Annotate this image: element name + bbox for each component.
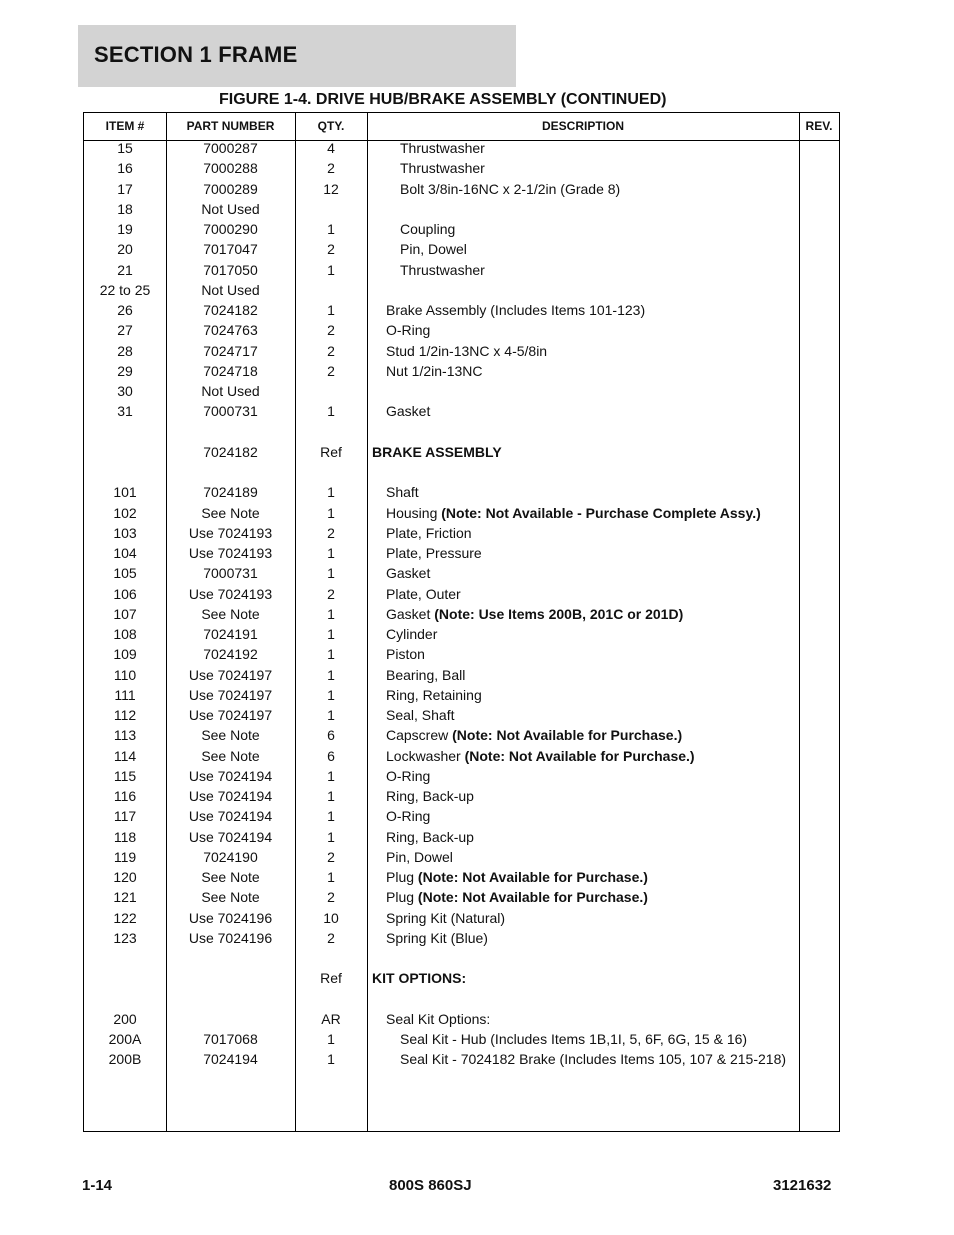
description-text: Housing (386, 504, 442, 521)
description (386, 806, 430, 826)
part-number: Use 7024194 (188, 767, 273, 784)
description-text: Seal Kit - Hub (Includes Items 1B,1I, 5, 6F, 6G, 15 & 16) (400, 1031, 748, 1047)
item-number: 118 (113, 828, 137, 845)
part-number: 7017047 (203, 241, 258, 258)
quantity: 1 (327, 1051, 335, 1068)
quantity: 1 (327, 767, 335, 784)
item-number: 116 (113, 788, 137, 804)
part-number: 7000289 (203, 180, 258, 197)
description-text: Ring, Back-up (386, 788, 474, 804)
item-number: 117 (113, 808, 137, 825)
part-number: See Note (201, 889, 260, 906)
description-note: (Note: Not Available for Purchase.) (452, 727, 683, 744)
item-number: 200 (113, 1010, 137, 1027)
table-row (0, 199, 954, 219)
description (386, 543, 482, 563)
part-number: Use 7024193 (188, 585, 273, 602)
description-note: (Note: Not Available for Purchase.) (417, 889, 648, 906)
description-text: Plate, Friction (386, 524, 472, 541)
description (400, 1029, 747, 1049)
description (400, 1049, 786, 1069)
item-number: 101 (113, 484, 137, 501)
table-row (0, 948, 954, 968)
table-row (0, 746, 954, 766)
description (386, 604, 683, 624)
table-row (0, 989, 954, 1009)
item-number: 30 (117, 383, 133, 399)
table-row (0, 725, 954, 745)
table-row (0, 928, 954, 948)
description-text: Gasket (386, 403, 431, 420)
table-row (0, 503, 954, 523)
table-row (0, 341, 954, 361)
quantity: 1 (327, 808, 335, 825)
description-text: Plug (386, 889, 418, 906)
description (400, 138, 485, 158)
table-row (0, 887, 954, 907)
description-text: Bolt 3/8in-16NC x 2-1/2in (Grade 8) (400, 180, 621, 197)
item-number: 114 (113, 747, 137, 764)
part-number: Use 7024196 (188, 929, 273, 946)
quantity: 1 (327, 686, 335, 703)
table-row (0, 280, 954, 300)
column-header-description: DESCRIPTION (541, 119, 624, 133)
quantity: Ref (320, 970, 342, 987)
part-number: See Note (201, 727, 260, 744)
description (386, 786, 474, 806)
part-number: 7024182 (203, 443, 258, 460)
description-text: Brake Assembly (Includes Items 101-123) (386, 302, 646, 318)
description (386, 685, 482, 705)
description (386, 1009, 490, 1029)
table-row (0, 422, 954, 442)
quantity: 1 (327, 484, 335, 501)
item-number: 112 (113, 707, 137, 723)
table-row (0, 786, 954, 806)
description-note: (Note: Not Available for Purchase.) (464, 747, 695, 764)
table-row (0, 482, 954, 502)
item-number: 27 (117, 322, 133, 339)
table-row (0, 908, 954, 928)
description-text: Ring, Retaining (386, 686, 482, 703)
quantity: 1 (327, 565, 335, 582)
table-row (0, 361, 954, 381)
table-row (0, 381, 954, 401)
item-number: 31 (117, 403, 133, 420)
item-number: 104 (113, 545, 137, 561)
description-text: Capscrew (386, 727, 453, 744)
part-number: 7024717 (203, 342, 258, 359)
quantity: 1 (327, 788, 335, 804)
description-text: Coupling (400, 221, 456, 237)
part-number: Use 7024193 (188, 545, 273, 561)
quantity: Ref (320, 443, 342, 460)
part-number: Not Used (201, 281, 260, 298)
quantity: AR (321, 1010, 341, 1027)
item-number: 110 (113, 666, 137, 683)
part-number: Use 7024194 (188, 808, 273, 825)
table-row (0, 604, 954, 624)
quantity: 1 (327, 646, 335, 663)
description (386, 624, 437, 644)
description (386, 563, 430, 583)
item-number: 106 (113, 585, 137, 602)
description-text: Seal Kit - 7024182 Brake (Includes Items 105, 107 & 215-218) (400, 1051, 787, 1068)
item-number: 107 (113, 605, 137, 622)
quantity: 1 (327, 626, 335, 642)
item-number: 19 (117, 221, 133, 237)
description-note: (Note: Use Items 200B, 201C or 201D) (434, 605, 684, 622)
table-row (0, 543, 954, 563)
part-number: 7024763 (203, 322, 258, 339)
quantity: 2 (327, 889, 335, 906)
table-row (0, 806, 954, 826)
description-text: Pin, Dowel (386, 848, 453, 865)
section-title: SECTION 1 FRAME (94, 42, 298, 67)
description (386, 401, 430, 421)
description (386, 341, 547, 361)
description-text: BRAKE ASSEMBLY (372, 443, 502, 460)
table-row (0, 442, 954, 462)
description (386, 908, 505, 928)
quantity: 2 (327, 524, 335, 541)
column-header-rev: REV. (805, 119, 833, 133)
quantity: 10 (323, 909, 339, 926)
part-number: 7024192 (203, 646, 258, 663)
description (386, 928, 488, 948)
description (400, 219, 455, 239)
quantity: 1 (327, 403, 335, 420)
table-row (0, 300, 954, 320)
table-row (0, 644, 954, 664)
quantity: 1 (327, 869, 335, 885)
part-number: Not Used (201, 200, 260, 217)
table-row (0, 584, 954, 604)
description (400, 239, 467, 259)
description (386, 584, 461, 604)
quantity: 6 (327, 727, 335, 744)
item-number: 113 (113, 727, 137, 744)
quantity: 1 (327, 261, 335, 278)
item-number: 18 (117, 200, 133, 217)
table-row (0, 685, 954, 705)
description (386, 867, 648, 887)
description-text: Thrustwasher (400, 160, 485, 177)
quantity: 6 (327, 747, 335, 764)
table-row (0, 827, 954, 847)
part-number: See Note (201, 869, 260, 885)
table-row (0, 260, 954, 280)
table-row (0, 1049, 954, 1069)
section-header-bar (78, 25, 516, 87)
part-number: 7000731 (203, 565, 258, 582)
item-number: 28 (117, 342, 133, 359)
table-row (0, 847, 954, 867)
table-row (0, 665, 954, 685)
table-row (0, 179, 954, 199)
table-row (0, 401, 954, 421)
description (400, 260, 485, 280)
column-header-qty: QTY. (317, 119, 345, 133)
description (400, 158, 485, 178)
part-number: 7024190 (203, 848, 258, 865)
quantity: 2 (327, 585, 335, 602)
table-row (0, 320, 954, 340)
description (386, 523, 472, 543)
description-text: Pin, Dowel (400, 241, 467, 258)
description-text: Stud 1/2in-13NC x 4-5/8in (386, 342, 548, 359)
table-row (0, 138, 954, 158)
document-number: 3121632 (773, 1177, 832, 1194)
quantity: 1 (327, 707, 335, 723)
quantity: 1 (327, 666, 335, 683)
table-row (0, 705, 954, 725)
description-text: Spring Kit (Blue) (386, 929, 488, 946)
part-number: 7024182 (203, 302, 258, 318)
model-name: 800S 860SJ (389, 1177, 472, 1194)
quantity: 12 (323, 180, 339, 197)
description (372, 442, 502, 462)
description (386, 746, 695, 766)
part-number: 7024718 (203, 362, 258, 379)
item-number: 20 (117, 241, 133, 258)
description (386, 482, 419, 502)
description (386, 503, 761, 523)
part-number: See Note (201, 504, 260, 521)
part-number: 7024189 (203, 484, 258, 501)
description-text: Seal Kit Options: (386, 1010, 491, 1027)
quantity: 1 (327, 545, 335, 561)
part-number: Use 7024197 (188, 707, 273, 723)
table-row (0, 968, 954, 988)
quantity: 2 (327, 160, 335, 177)
table-row (0, 1009, 954, 1029)
description (386, 665, 465, 685)
part-number: Use 7024197 (188, 666, 273, 683)
part-number: 7000288 (203, 160, 258, 177)
quantity: 2 (327, 241, 335, 258)
quantity: 1 (327, 605, 335, 622)
table-row (0, 867, 954, 887)
column-header-item: ITEM # (105, 119, 145, 133)
description (386, 827, 474, 847)
description-text: Plate, Outer (386, 585, 461, 602)
description-text: Cylinder (386, 626, 438, 642)
table-row (0, 462, 954, 482)
description-text: Gasket (386, 605, 435, 622)
item-number: 17 (117, 180, 133, 197)
description (386, 725, 682, 745)
item-number: 119 (113, 848, 137, 865)
table-row (0, 624, 954, 644)
description-text: Gasket (386, 565, 431, 582)
item-number: 105 (113, 565, 137, 582)
part-number: Not Used (201, 383, 260, 399)
item-number: 200A (108, 1031, 142, 1047)
description (386, 644, 425, 664)
description (386, 320, 430, 340)
quantity: 1 (327, 221, 335, 237)
item-number: 21 (117, 261, 133, 278)
description (386, 847, 453, 867)
description-text: KIT OPTIONS: (372, 970, 467, 987)
quantity: 2 (327, 342, 335, 359)
description (386, 361, 483, 381)
table-row (0, 219, 954, 239)
description-text: Plate, Pressure (386, 545, 482, 561)
part-number: Use 7024197 (188, 686, 273, 703)
part-number: Use 7024193 (188, 524, 273, 541)
part-number: 7000287 (203, 140, 258, 156)
description-text: Seal, Shaft (386, 707, 455, 723)
description-note: (Note: Not Available - Purchase Complete Assy.) (441, 504, 761, 521)
table-row (0, 158, 954, 178)
item-number: 200B (108, 1051, 142, 1068)
item-number: 111 (114, 686, 136, 703)
quantity: 1 (327, 1031, 335, 1047)
part-number: See Note (201, 605, 260, 622)
quantity: 1 (327, 504, 335, 521)
description (386, 705, 455, 725)
description-text: Thrustwasher (400, 261, 485, 278)
description-text: Plug (386, 869, 418, 885)
page-number: 1-14 (82, 1177, 113, 1194)
description-text: Ring, Back-up (386, 828, 474, 845)
table-row (0, 766, 954, 786)
item-number: 15 (117, 140, 133, 156)
description-note: (Note: Not Available for Purchase.) (417, 869, 648, 885)
part-number: 7000290 (203, 221, 258, 237)
item-number: 103 (113, 524, 137, 541)
description (386, 300, 645, 320)
part-number: 7024194 (203, 1051, 258, 1068)
item-number: 115 (113, 767, 137, 784)
quantity: 2 (327, 322, 335, 339)
table-row (0, 1029, 954, 1049)
quantity: 2 (327, 362, 335, 379)
item-number: 123 (113, 929, 137, 946)
quantity: 1 (327, 828, 335, 845)
description-text: O-Ring (386, 808, 431, 825)
item-number: 122 (113, 909, 137, 926)
part-number: 7024191 (203, 626, 258, 642)
item-number: 29 (117, 362, 133, 379)
description (386, 887, 648, 907)
description-text: Lockwasher (386, 747, 465, 764)
table-row (0, 239, 954, 259)
part-number: Use 7024196 (188, 909, 273, 926)
quantity: 2 (327, 929, 335, 946)
description-text: Spring Kit (Natural) (386, 909, 506, 926)
item-number: 109 (113, 646, 137, 663)
quantity: 4 (327, 140, 335, 156)
description-text: Piston (386, 646, 425, 663)
item-number: 26 (117, 302, 133, 318)
column-header-part-number: PART NUMBER (186, 119, 275, 133)
description-text: Bearing, Ball (386, 666, 466, 683)
item-number: 121 (113, 889, 137, 906)
item-number: 16 (117, 160, 133, 177)
part-number: 7017050 (203, 261, 258, 278)
description-text: Thrustwasher (400, 140, 485, 156)
description-text: O-Ring (386, 322, 431, 339)
part-number: 7000731 (203, 403, 258, 420)
description-text: Shaft (386, 484, 419, 501)
table-row (0, 523, 954, 543)
description-text: O-Ring (386, 767, 431, 784)
description (386, 766, 430, 786)
item-number: 108 (113, 626, 137, 642)
item-number: 22 to 25 (99, 281, 151, 298)
quantity: 1 (327, 302, 335, 318)
item-number: 120 (113, 869, 137, 885)
description (400, 179, 620, 199)
description (372, 968, 466, 988)
description-text: Nut 1/2in-13NC (386, 362, 483, 379)
quantity: 2 (327, 848, 335, 865)
part-number: Use 7024194 (188, 788, 273, 804)
part-number: See Note (201, 747, 260, 764)
part-number: Use 7024194 (188, 828, 273, 845)
table-row (0, 563, 954, 583)
part-number: 7017068 (203, 1031, 258, 1047)
figure-title: FIGURE 1-4. DRIVE HUB/BRAKE ASSEMBLY (CONTINUED) (219, 91, 667, 108)
item-number: 102 (113, 504, 137, 521)
